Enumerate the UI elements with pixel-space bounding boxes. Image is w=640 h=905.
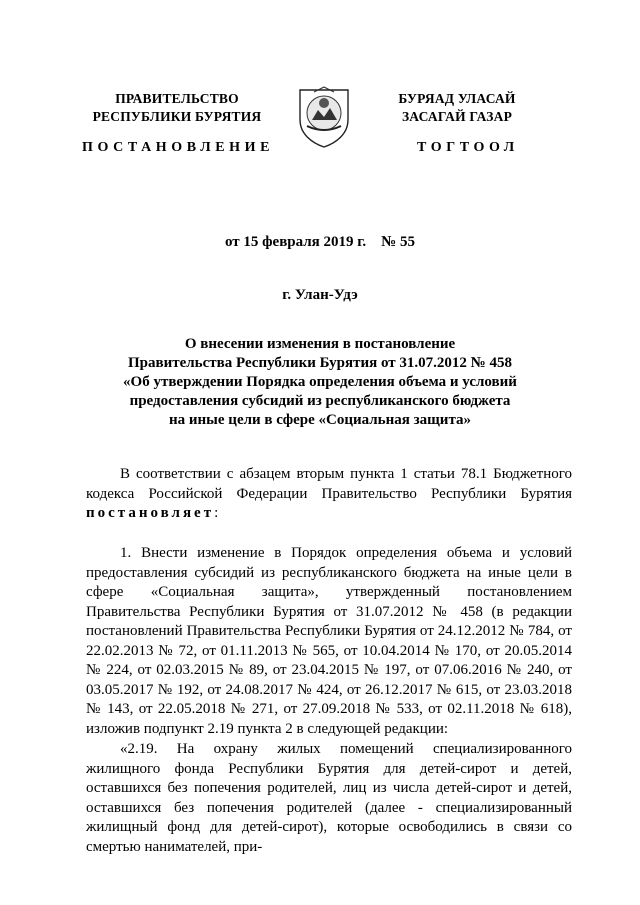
document-title bbox=[80, 335, 560, 430]
subitem-2-19-text: «2.19. На охрану жилых помещений специализированного жилищного фонда Республики Бурятия для детей-сирот и детей, оставшихся без попечения родителей, лиц из числа детей-сирот и детей, оставшихся без попечения родителей (далее - специализированный жилищный фонд для детей-сирот), которые освободились в связи со смертью нанимателей, при- bbox=[86, 741, 572, 855]
decree-word: постановляет bbox=[86, 505, 215, 521]
title-line2: Правительства Республики Бурятия от 31.07.2012 № 458 bbox=[127, 355, 512, 371]
city: г. Улан-Удэ bbox=[282, 287, 358, 303]
header-right-line1: БУРЯАД УЛАСАЙ bbox=[398, 91, 516, 106]
title-line4: предоставления субсидий из республиканского бюджета bbox=[129, 393, 511, 409]
coat-of-arms-emblem bbox=[296, 86, 352, 148]
decree-colon: : bbox=[214, 505, 219, 521]
preamble-text: В соответствии с абзацем вторым пункта 1 статьи 78.1 Бюджетного кодекса Российской Федерации Правительство Республики Бурятия bbox=[86, 466, 572, 502]
header-right-line2: ЗАСАГАЙ ГАЗАР bbox=[401, 109, 513, 124]
doc-type-left: ПОСТАНОВЛЕНИЕ bbox=[82, 140, 275, 155]
doc-type-right: ТОГТООЛ bbox=[417, 140, 519, 155]
preamble-paragraph bbox=[86, 465, 572, 524]
title-line1: О внесении изменения в постановление bbox=[184, 336, 456, 352]
header-right bbox=[382, 90, 532, 126]
document-date: от 15 февраля 2019 г. bbox=[224, 234, 367, 250]
item-1-paragraph bbox=[86, 544, 572, 739]
header-left-line2: РЕСПУБЛИКИ БУРЯТИЯ bbox=[92, 109, 262, 124]
title-line3: «Об утверждении Порядка определения объема и условий bbox=[123, 374, 517, 390]
header-left-line1: ПРАВИТЕЛЬСТВО bbox=[115, 91, 239, 106]
header-left bbox=[92, 90, 262, 126]
date-number-line bbox=[0, 234, 640, 251]
title-line5: на иные цели в сфере «Социальная защита» bbox=[169, 412, 471, 428]
subitem-2-19-paragraph bbox=[86, 740, 572, 857]
document-number: № 55 bbox=[381, 234, 415, 250]
item-1-text: 1. Внести изменение в Порядок определения объема и условий предоставления субсидий из республиканского бюджета на иные цели в сфере «Социальная защита», утвержденный постановлением Правительства Республики Бурятия от 31.07.2012 № 458 (в редакции постановлений Правительства Республики Бурятия от 24.12.2012 № 784, от 22.02.2013 № 72, от 01.11.2013 № 565, от 10.04.2014 № 170, от 20.05.2014 № 224, от 02.03.2015 № 89, от 23.04.2015 № 197, от 07.06.2016 № 240, от 03.05.2017 № 192, от 24.08.2017 № 424, от 26.12.2017 № 615, от 23.03.2018 № 143, от 22.05.2018 № 271, от 27.09.2018 № 533, от 02.11.2018 № 618), изложив подпункт 2.19 пункта 2 в следующей редакции: bbox=[86, 545, 572, 737]
